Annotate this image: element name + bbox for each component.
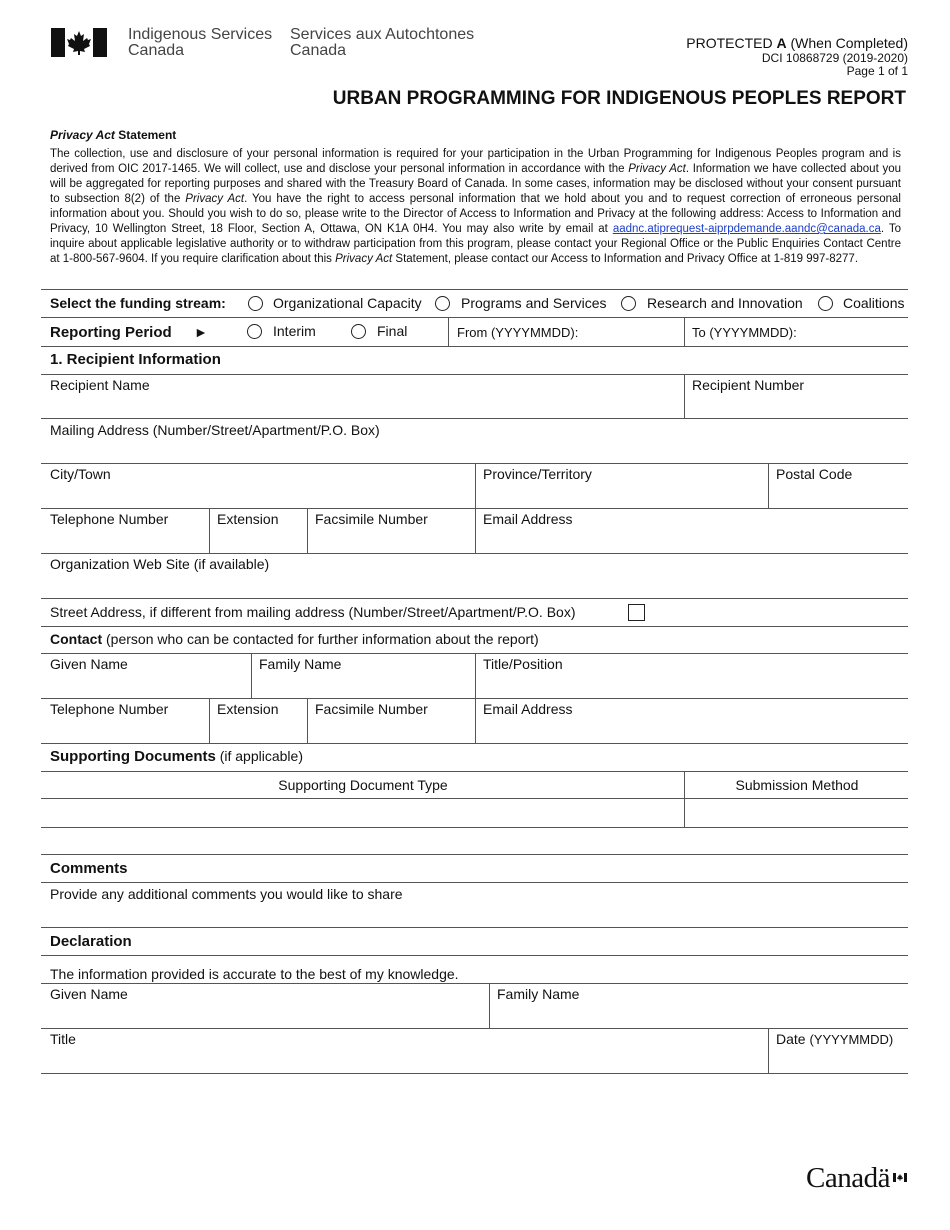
street-address-label: Street Address, if different from mailing address (Number/Street/Apartment/P.O. Box) (50, 604, 576, 620)
protected-notice (686, 36, 908, 50)
recipient-email-field[interactable] (477, 527, 907, 552)
privacy-heading (50, 128, 176, 142)
radio-interim[interactable] (247, 324, 262, 339)
contact-fax-label: Facsimile Number (315, 701, 428, 717)
recipient-phone-field[interactable] (42, 527, 207, 552)
recipient-section-heading: 1. Recipient Information (50, 351, 221, 368)
province-field[interactable] (477, 482, 767, 507)
date-label-text: Date (776, 1031, 806, 1047)
protected-prefix: PROTECTED (686, 35, 773, 51)
website-label: Organization Web Site (if available) (50, 556, 270, 572)
radio-coalitions[interactable] (818, 296, 833, 311)
dept-name-fr (290, 27, 474, 59)
divider (41, 983, 908, 984)
declarant-title-field[interactable] (42, 1047, 766, 1072)
protected-suffix: (When Completed) (790, 35, 908, 51)
from-date-field[interactable] (580, 318, 682, 345)
comments-field[interactable] (42, 903, 907, 927)
divider (41, 418, 908, 419)
recipient-fax-field[interactable] (309, 527, 473, 552)
privacy-email-link[interactable]: aadnc.atiprequest-aiprpdemande.aandc@canada.ca (612, 223, 881, 235)
declarant-given-name-field[interactable] (42, 1002, 487, 1027)
contact-email-field[interactable] (477, 717, 907, 742)
radio-organizational-capacity[interactable] (248, 296, 263, 311)
option-coalitions: Coalitions (843, 295, 905, 311)
dci-number: DCI 10868729 (2019-2020) (761, 51, 908, 65)
contact-title-field[interactable] (477, 672, 907, 697)
dept-fr-line2: Canada (290, 42, 347, 59)
page-number: Page 1 of 1 (846, 64, 908, 78)
option-interim: Interim (273, 323, 316, 339)
declarant-family-name-label: Family Name (497, 986, 580, 1002)
comments-heading: Comments (50, 860, 128, 877)
recipient-fax-label: Facsimile Number (315, 511, 428, 527)
privacy-text-2: . Information we have collected about you will be aggregated for reporting purposes and shared with the Treasury Board of Canada. In some cases, information may be disclosed without your consent pursuant to subsection 8(2) of the (50, 163, 901, 205)
divider (41, 289, 908, 290)
divider (41, 882, 908, 883)
divider (41, 1028, 908, 1029)
divider (41, 346, 908, 347)
privacy-text-3: . You have the right to access personal information that we hold about you and to request correction of erroneous personal information about you. Should you wish to do so, please write to the Director of Access to Information and Privacy at the following address: Access to Information and Privacy, 10 Wellington Street, 18 Floor, Section A, Ottawa, ON K1A 0H4. You may also write by email at (50, 193, 901, 235)
divider (41, 1073, 908, 1074)
option-programs-and-services: Programs and Services (461, 295, 607, 311)
declaration-date-label (776, 1031, 893, 1048)
divider (41, 553, 908, 554)
contact-family-name-label: Family Name (259, 656, 342, 672)
dept-fr-line1: Services aux Autochtones (290, 26, 475, 43)
privacy-heading-rest: Statement (114, 128, 177, 142)
contact-given-name-label: Given Name (50, 656, 128, 672)
divider (41, 374, 908, 375)
from-date-label: From (YYYYMMDD): (457, 325, 579, 340)
wordmark-flag-icon (893, 1169, 907, 1178)
contact-fax-field[interactable] (309, 717, 473, 742)
option-research-and-innovation: Research and Innovation (647, 295, 803, 311)
funding-stream-label: Select the funding stream: (50, 295, 226, 311)
divider (307, 698, 308, 743)
canada-wordmark: Canadä (806, 1162, 890, 1194)
dept-en-line2: Canada (128, 42, 185, 59)
col-header-submission-method: Submission Method (735, 777, 859, 793)
divider (768, 463, 769, 508)
contact-heading-bold: Contact (50, 631, 103, 647)
reporting-period-label: Reporting Period (50, 324, 172, 341)
declarant-family-name-field[interactable] (491, 1002, 907, 1027)
divider (489, 983, 490, 1028)
divider (41, 955, 908, 956)
divider (475, 508, 476, 553)
recipient-name-field[interactable] (42, 393, 683, 418)
to-date-label: To (YYYYMMDD): (692, 325, 797, 340)
divider (41, 827, 908, 828)
submission-method-field[interactable] (686, 800, 907, 826)
col-header-document-type: Supporting Document Type (278, 777, 448, 793)
recipient-number-label: Recipient Number (692, 377, 805, 393)
radio-final[interactable] (351, 324, 366, 339)
canada-flag-logo (51, 28, 107, 57)
privacy-heading-italic: Privacy Act (50, 128, 115, 142)
contact-heading-rest: (person who can be contacted for further information about the report) (102, 631, 539, 647)
divider (41, 626, 908, 627)
privacy-statement (50, 147, 901, 267)
recipient-extension-label: Extension (217, 511, 279, 527)
divider (41, 598, 908, 599)
supporting-docs-heading-bold: Supporting Documents (50, 748, 216, 765)
declaration-date-field[interactable] (770, 1047, 907, 1072)
recipient-number-field[interactable] (686, 393, 907, 418)
contact-phone-field[interactable] (42, 717, 207, 742)
radio-programs-and-services[interactable] (435, 296, 450, 311)
contact-phone-label: Telephone Number (50, 701, 169, 717)
divider (307, 508, 308, 553)
option-organizational-capacity: Organizational Capacity (273, 295, 422, 311)
mailing-address-label: Mailing Address (Number/Street/Apartment/P.O. Box) (50, 422, 380, 438)
mailing-address-field[interactable] (42, 438, 907, 463)
declaration-statement: The information provided is accurate to the best of my knowledge. (50, 966, 459, 982)
divider (41, 854, 908, 855)
contact-extension-label: Extension (217, 701, 279, 717)
recipient-phone-label: Telephone Number (50, 511, 169, 527)
divider (768, 1028, 769, 1073)
radio-research-and-innovation[interactable] (621, 296, 636, 311)
date-format-text: (YYYYMMDD) (809, 1032, 894, 1047)
privacy-text-1: The collection, use and disclosure of your personal information is required for your participation in the Urban Programming for Indigenous Peoples program and is derived from OIC 2017-1465. We will collect, use and disclose your personal information in accordance with the (50, 148, 901, 175)
divider (41, 317, 908, 318)
document-type-field[interactable] (42, 800, 683, 826)
divider (41, 927, 908, 928)
privacy-act-ref-1: Privacy Act (628, 163, 686, 175)
divider (475, 698, 476, 743)
divider (209, 508, 210, 553)
divider (684, 317, 685, 346)
recipient-email-label: Email Address (483, 511, 573, 527)
to-date-field[interactable] (805, 318, 907, 345)
privacy-text-4: . To inquire about applicable legislative authority or to withdraw participation from this program, please contact your Regional Office or the Public Enquiries Contact Centre at 1-800-567-9604. If you require clarification about this (50, 223, 901, 265)
divider (41, 743, 908, 744)
dept-name-en (128, 27, 272, 59)
contact-family-name-field[interactable] (253, 672, 473, 697)
privacy-text-5: Statement, please contact our Access to Information and Privacy Office at 1-819 997-8277. (392, 253, 859, 265)
divider (684, 374, 685, 418)
supporting-docs-heading-rest: (if applicable) (215, 748, 303, 764)
same-address-checkbox[interactable] (628, 604, 645, 621)
postal-code-label: Postal Code (776, 466, 853, 482)
divider (448, 317, 449, 346)
recipient-name-label: Recipient Name (50, 377, 150, 393)
declarant-title-label: Title (50, 1031, 76, 1047)
supporting-docs-heading (50, 748, 303, 765)
protected-level: A (776, 35, 787, 51)
privacy-act-ref-2: Privacy Act (185, 193, 245, 205)
option-final: Final (377, 323, 408, 339)
divider (251, 653, 252, 698)
form-title: URBAN PROGRAMMING FOR INDIGENOUS PEOPLES REPORT (332, 88, 906, 109)
province-label: Province/Territory (483, 466, 592, 482)
declarant-given-name-label: Given Name (50, 986, 128, 1002)
contact-given-name-field[interactable] (42, 672, 249, 697)
city-field[interactable] (42, 482, 473, 507)
divider (41, 771, 908, 772)
website-field[interactable] (42, 572, 907, 597)
contact-extension-field[interactable] (211, 717, 306, 742)
contact-heading (50, 631, 539, 647)
divider (475, 463, 476, 508)
privacy-act-ref-3: Privacy Act (335, 253, 393, 265)
contact-email-label: Email Address (483, 701, 573, 717)
divider (209, 698, 210, 743)
dept-en-line1: Indigenous Services (128, 26, 273, 43)
declaration-heading: Declaration (50, 933, 132, 950)
comments-prompt: Provide any additional comments you would like to share (50, 886, 403, 902)
postal-code-field[interactable] (770, 482, 907, 507)
contact-title-label: Title/Position (483, 656, 563, 672)
city-label: City/Town (50, 466, 111, 482)
arrow-right-icon: ► (194, 324, 208, 340)
divider (41, 798, 908, 799)
recipient-extension-field[interactable] (211, 527, 306, 552)
divider (684, 771, 685, 827)
divider (475, 653, 476, 698)
